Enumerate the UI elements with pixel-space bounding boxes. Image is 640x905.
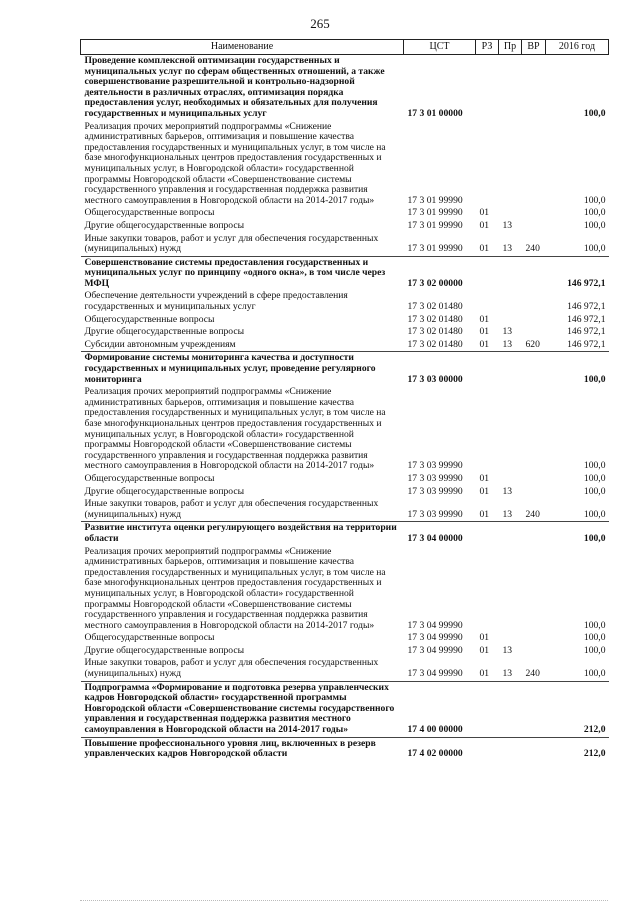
cell-cst: 17 3 03 00000 bbox=[404, 352, 476, 386]
cell-cst: 17 3 04 99990 bbox=[407, 644, 463, 656]
cell-amount: 100,0 bbox=[583, 485, 606, 497]
cell-name: Совершенствование системы предоставления государственных и муниципальных услуг по принципу «одного окна», в том числе через МФЦ bbox=[81, 256, 404, 290]
cell-rz bbox=[476, 121, 499, 208]
cell-amount: 100,0 bbox=[546, 522, 609, 546]
cell-amount: 212,0 bbox=[546, 681, 609, 737]
cell-cst: 17 3 01 99990 bbox=[407, 207, 463, 219]
cell-pr bbox=[499, 546, 522, 633]
cell-name: Другие общегосударственные вопросы bbox=[84, 644, 245, 656]
cell-amount: 100,0 bbox=[583, 668, 606, 680]
cell-pr: 13 bbox=[502, 668, 513, 680]
cell-name: Подпрограмма «Формирование и подготовка резерва управленческих кадров Новгородской области» государственной программы Новгородской области «Совершенствование системы государственного управления и государственная поддержка развития местного самоуправления в Новгородской области на 2014-2017 годы» bbox=[81, 681, 404, 737]
cell-rz bbox=[476, 55, 499, 121]
cell-name: Реализация прочих мероприятий подпрограммы «Снижение административных барьеров, оптимизация и повышение качества предоставления государственных и муниципальных услуг, в том числе на базе многофункциональных центров предоставления государственных и муниципальных услуг, в Новгородской области» государственной программы Новгородской области «Совершенствование системы государственного управления и государственная поддержка развития местного самоуправления в Новгородской области на 2014-2017 годы» bbox=[84, 120, 386, 206]
cell-cst: 17 3 04 99990 bbox=[407, 668, 463, 680]
cell-rz: 01 bbox=[479, 313, 490, 325]
cell-vr bbox=[522, 314, 546, 327]
cell-rz: 01 bbox=[479, 326, 490, 338]
cell-amount: 100,0 bbox=[583, 644, 606, 656]
cell-rz bbox=[476, 386, 499, 473]
cell-name: Иные закупки товаров, работ и услуг для обеспечения государственных (муниципальных) нужд bbox=[84, 498, 379, 520]
cell-pr bbox=[499, 121, 522, 208]
cell-rz bbox=[476, 256, 499, 290]
cell-cst: 17 3 02 01480 bbox=[407, 301, 463, 313]
cell-amount: 146 972,1 bbox=[567, 338, 606, 350]
cell-name: Развитие института оценки регулирующего воздействия на территории области bbox=[81, 522, 404, 546]
cell-amount: 100,0 bbox=[583, 243, 606, 255]
table-row bbox=[81, 737, 609, 761]
cell-vr bbox=[522, 386, 546, 473]
cell-vr bbox=[522, 326, 546, 339]
budget-table bbox=[80, 39, 609, 761]
table-header bbox=[81, 40, 609, 55]
cell-rz: 01 bbox=[479, 644, 490, 656]
cell-cst: 17 3 01 99990 bbox=[407, 219, 463, 231]
cell-pr bbox=[499, 207, 522, 220]
cell-amount: 146 972,1 bbox=[567, 313, 606, 325]
cell-cst: 17 3 03 99990 bbox=[407, 485, 463, 497]
cell-cst: 17 3 03 99990 bbox=[407, 460, 463, 472]
cell-cst: 17 3 02 01480 bbox=[407, 338, 463, 350]
cell-rz bbox=[476, 681, 499, 737]
cell-rz: 01 bbox=[479, 485, 490, 497]
header-cst: ЦСТ bbox=[404, 40, 476, 55]
cell-cst: 17 3 01 99990 bbox=[407, 194, 463, 206]
cell-rz: 01 bbox=[479, 508, 490, 520]
cell-rz bbox=[476, 290, 499, 313]
header-pr: Пр bbox=[499, 40, 522, 55]
cell-pr bbox=[499, 632, 522, 645]
cell-pr bbox=[499, 737, 522, 761]
cell-rz: 01 bbox=[479, 338, 490, 350]
cell-name: Субсидии автономным учреждениям bbox=[84, 338, 236, 350]
cell-pr bbox=[499, 352, 522, 386]
cell-pr: 13 bbox=[502, 485, 513, 497]
cell-vr bbox=[522, 256, 546, 290]
cell-vr bbox=[522, 737, 546, 761]
cell-rz: 01 bbox=[479, 207, 490, 219]
cell-amount: 100,0 bbox=[583, 619, 606, 631]
table-row bbox=[81, 233, 609, 257]
cell-cst: 17 3 02 01480 bbox=[407, 326, 463, 338]
cell-cst: 17 3 04 99990 bbox=[407, 632, 463, 644]
cell-amount: 100,0 bbox=[583, 219, 606, 231]
cell-cst: 17 3 03 99990 bbox=[407, 472, 463, 484]
cell-rz bbox=[476, 352, 499, 386]
cell-rz bbox=[476, 737, 499, 761]
cell-name: Проведение комплексной оптимизации государственных и муниципальных услуг по сферам общественных отношений, а также совершенствование разрешительной и контрольно-надзорной деятельности в различных отраслях, оптимизация порядка предоставления услуг, необходимых и обязательных для получения государственных и муниципальных услуг bbox=[84, 55, 385, 119]
table-row bbox=[81, 473, 609, 486]
cell-vr: 620 bbox=[525, 338, 540, 350]
cell-pr: 13 bbox=[502, 219, 513, 231]
table-row bbox=[81, 632, 609, 645]
cell-cst: 17 3 03 99990 bbox=[407, 508, 463, 520]
table-row bbox=[81, 207, 609, 220]
cell-vr bbox=[522, 645, 546, 658]
cell-vr bbox=[522, 486, 546, 499]
cell-vr: 240 bbox=[525, 243, 540, 255]
cell-amount: 100,0 bbox=[583, 207, 606, 219]
cell-cst: 17 3 04 99990 bbox=[407, 619, 463, 631]
cell-amount: 146 972,1 bbox=[567, 301, 606, 313]
header-name: Наименование bbox=[81, 40, 404, 55]
cell-rz: 01 bbox=[479, 632, 490, 644]
header-vr: ВР bbox=[522, 40, 546, 55]
cell-rz: 01 bbox=[479, 243, 490, 255]
cell-name: Реализация прочих мероприятий подпрограммы «Снижение административных барьеров, оптимизация и повышение качества предоставления государственных и муниципальных услуг, в том числе на базе многофункциональных центров предоставления государственных и муниципальных услуг, в Новгородской области» государственной программы Новгородской области «Совершенствование системы государственного управления и государственная поддержка развития местного самоуправления в Новгородской области на 2014-2017 годы» bbox=[84, 386, 386, 472]
cell-vr bbox=[522, 55, 546, 121]
cell-name: Формирование системы мониторинга качества и доступности государственных и муниципальных услуг, проведение регулярного мониторинга bbox=[81, 352, 404, 386]
cell-name: Другие общегосударственные вопросы bbox=[84, 485, 245, 497]
cell-cst: 17 3 01 99990 bbox=[407, 243, 463, 255]
table-row bbox=[81, 486, 609, 499]
cell-pr bbox=[499, 386, 522, 473]
cell-cst: 17 4 00 00000 bbox=[404, 681, 476, 737]
cell-amount: 100,0 bbox=[546, 352, 609, 386]
table-row bbox=[81, 386, 609, 473]
cell-amount: 212,0 bbox=[546, 737, 609, 761]
cell-rz: 01 bbox=[479, 472, 490, 484]
cell-vr bbox=[522, 207, 546, 220]
table-row bbox=[81, 326, 609, 339]
header-rz: РЗ bbox=[476, 40, 499, 55]
cell-name: Другие общегосударственные вопросы bbox=[84, 326, 245, 338]
cell-cst: 17 4 02 00000 bbox=[404, 737, 476, 761]
header-amount: 2016 год bbox=[546, 40, 609, 55]
cell-cst: 17 3 04 00000 bbox=[404, 522, 476, 546]
cell-amount: 100,0 bbox=[583, 107, 606, 119]
cell-pr: 13 bbox=[502, 508, 513, 520]
cell-pr: 13 bbox=[502, 243, 513, 255]
table-row bbox=[81, 522, 609, 546]
table-row bbox=[81, 220, 609, 233]
cell-pr: 13 bbox=[502, 326, 513, 338]
cell-amount: 100,0 bbox=[583, 632, 606, 644]
cell-vr bbox=[522, 546, 546, 633]
footer-scan-edge bbox=[80, 900, 608, 903]
cell-amount: 146 972,1 bbox=[567, 326, 606, 338]
cell-vr bbox=[522, 121, 546, 208]
cell-name: Другие общегосударственные вопросы bbox=[84, 219, 245, 231]
table-row bbox=[81, 314, 609, 327]
cell-rz bbox=[476, 522, 499, 546]
cell-vr bbox=[522, 290, 546, 313]
cell-pr bbox=[499, 681, 522, 737]
cell-name: Общегосударственные вопросы bbox=[84, 207, 215, 219]
cell-cst: 17 3 02 01480 bbox=[407, 313, 463, 325]
table-row bbox=[81, 55, 609, 121]
table-row bbox=[81, 546, 609, 633]
cell-vr: 240 bbox=[525, 508, 540, 520]
cell-pr: 13 bbox=[502, 338, 513, 350]
cell-name: Общегосударственные вопросы bbox=[84, 313, 215, 325]
page-number: 265 bbox=[310, 16, 330, 31]
cell-pr bbox=[499, 290, 522, 313]
table-row bbox=[81, 121, 609, 208]
table-row bbox=[81, 256, 609, 290]
table-row bbox=[81, 657, 609, 681]
cell-vr bbox=[522, 473, 546, 486]
cell-name: Обеспечение деятельности учреждений в сфере предоставления государственных и муниципальных услуг bbox=[84, 290, 348, 313]
cell-pr bbox=[499, 314, 522, 327]
cell-name: Общегосударственные вопросы bbox=[84, 632, 215, 644]
cell-rz: 01 bbox=[479, 668, 490, 680]
cell-vr bbox=[522, 220, 546, 233]
cell-vr bbox=[522, 632, 546, 645]
table-row bbox=[81, 339, 609, 352]
cell-rz bbox=[476, 546, 499, 633]
cell-amount: 100,0 bbox=[583, 472, 606, 484]
cell-pr bbox=[499, 55, 522, 121]
cell-cst: 17 3 01 00000 bbox=[407, 107, 463, 119]
cell-name: Общегосударственные вопросы bbox=[84, 472, 215, 484]
cell-amount: 100,0 bbox=[583, 460, 606, 472]
table-row bbox=[81, 498, 609, 522]
cell-amount: 146 972,1 bbox=[546, 256, 609, 290]
cell-name: Повышение профессионального уровня лиц, включенных в резерв управленческих кадров Новгородской области bbox=[81, 737, 404, 761]
cell-name: Иные закупки товаров, работ и услуг для обеспечения государственных (муниципальных) нужд bbox=[84, 657, 379, 680]
table-row bbox=[81, 645, 609, 658]
cell-rz: 01 bbox=[479, 219, 490, 231]
table-row bbox=[81, 352, 609, 386]
cell-amount: 100,0 bbox=[583, 508, 606, 520]
cell-vr bbox=[522, 352, 546, 386]
cell-pr bbox=[499, 473, 522, 486]
cell-name: Реализация прочих мероприятий подпрограммы «Снижение административных барьеров, оптимизация и повышение качества предоставления государственных и муниципальных услуг, в том числе на базе многофункциональных центров предоставления государственных и муниципальных услуг, в Новгородской области» государственной программы Новгородской области «Совершенствование системы государственного управления и государственная поддержка развития местного самоуправления в Новгородской области на 2014-2017 годы» bbox=[84, 545, 386, 631]
cell-pr bbox=[499, 256, 522, 290]
cell-cst: 17 3 02 00000 bbox=[404, 256, 476, 290]
cell-name: Иные закупки товаров, работ и услуг для обеспечения государственных (муниципальных) нужд bbox=[84, 232, 379, 255]
cell-vr bbox=[522, 681, 546, 737]
cell-vr: 240 bbox=[525, 668, 540, 680]
cell-pr: 13 bbox=[502, 644, 513, 656]
cell-pr bbox=[499, 522, 522, 546]
cell-vr bbox=[522, 522, 546, 546]
table-row bbox=[81, 290, 609, 313]
cell-amount: 100,0 bbox=[583, 194, 606, 206]
table-body bbox=[81, 55, 609, 761]
table-row bbox=[81, 681, 609, 737]
